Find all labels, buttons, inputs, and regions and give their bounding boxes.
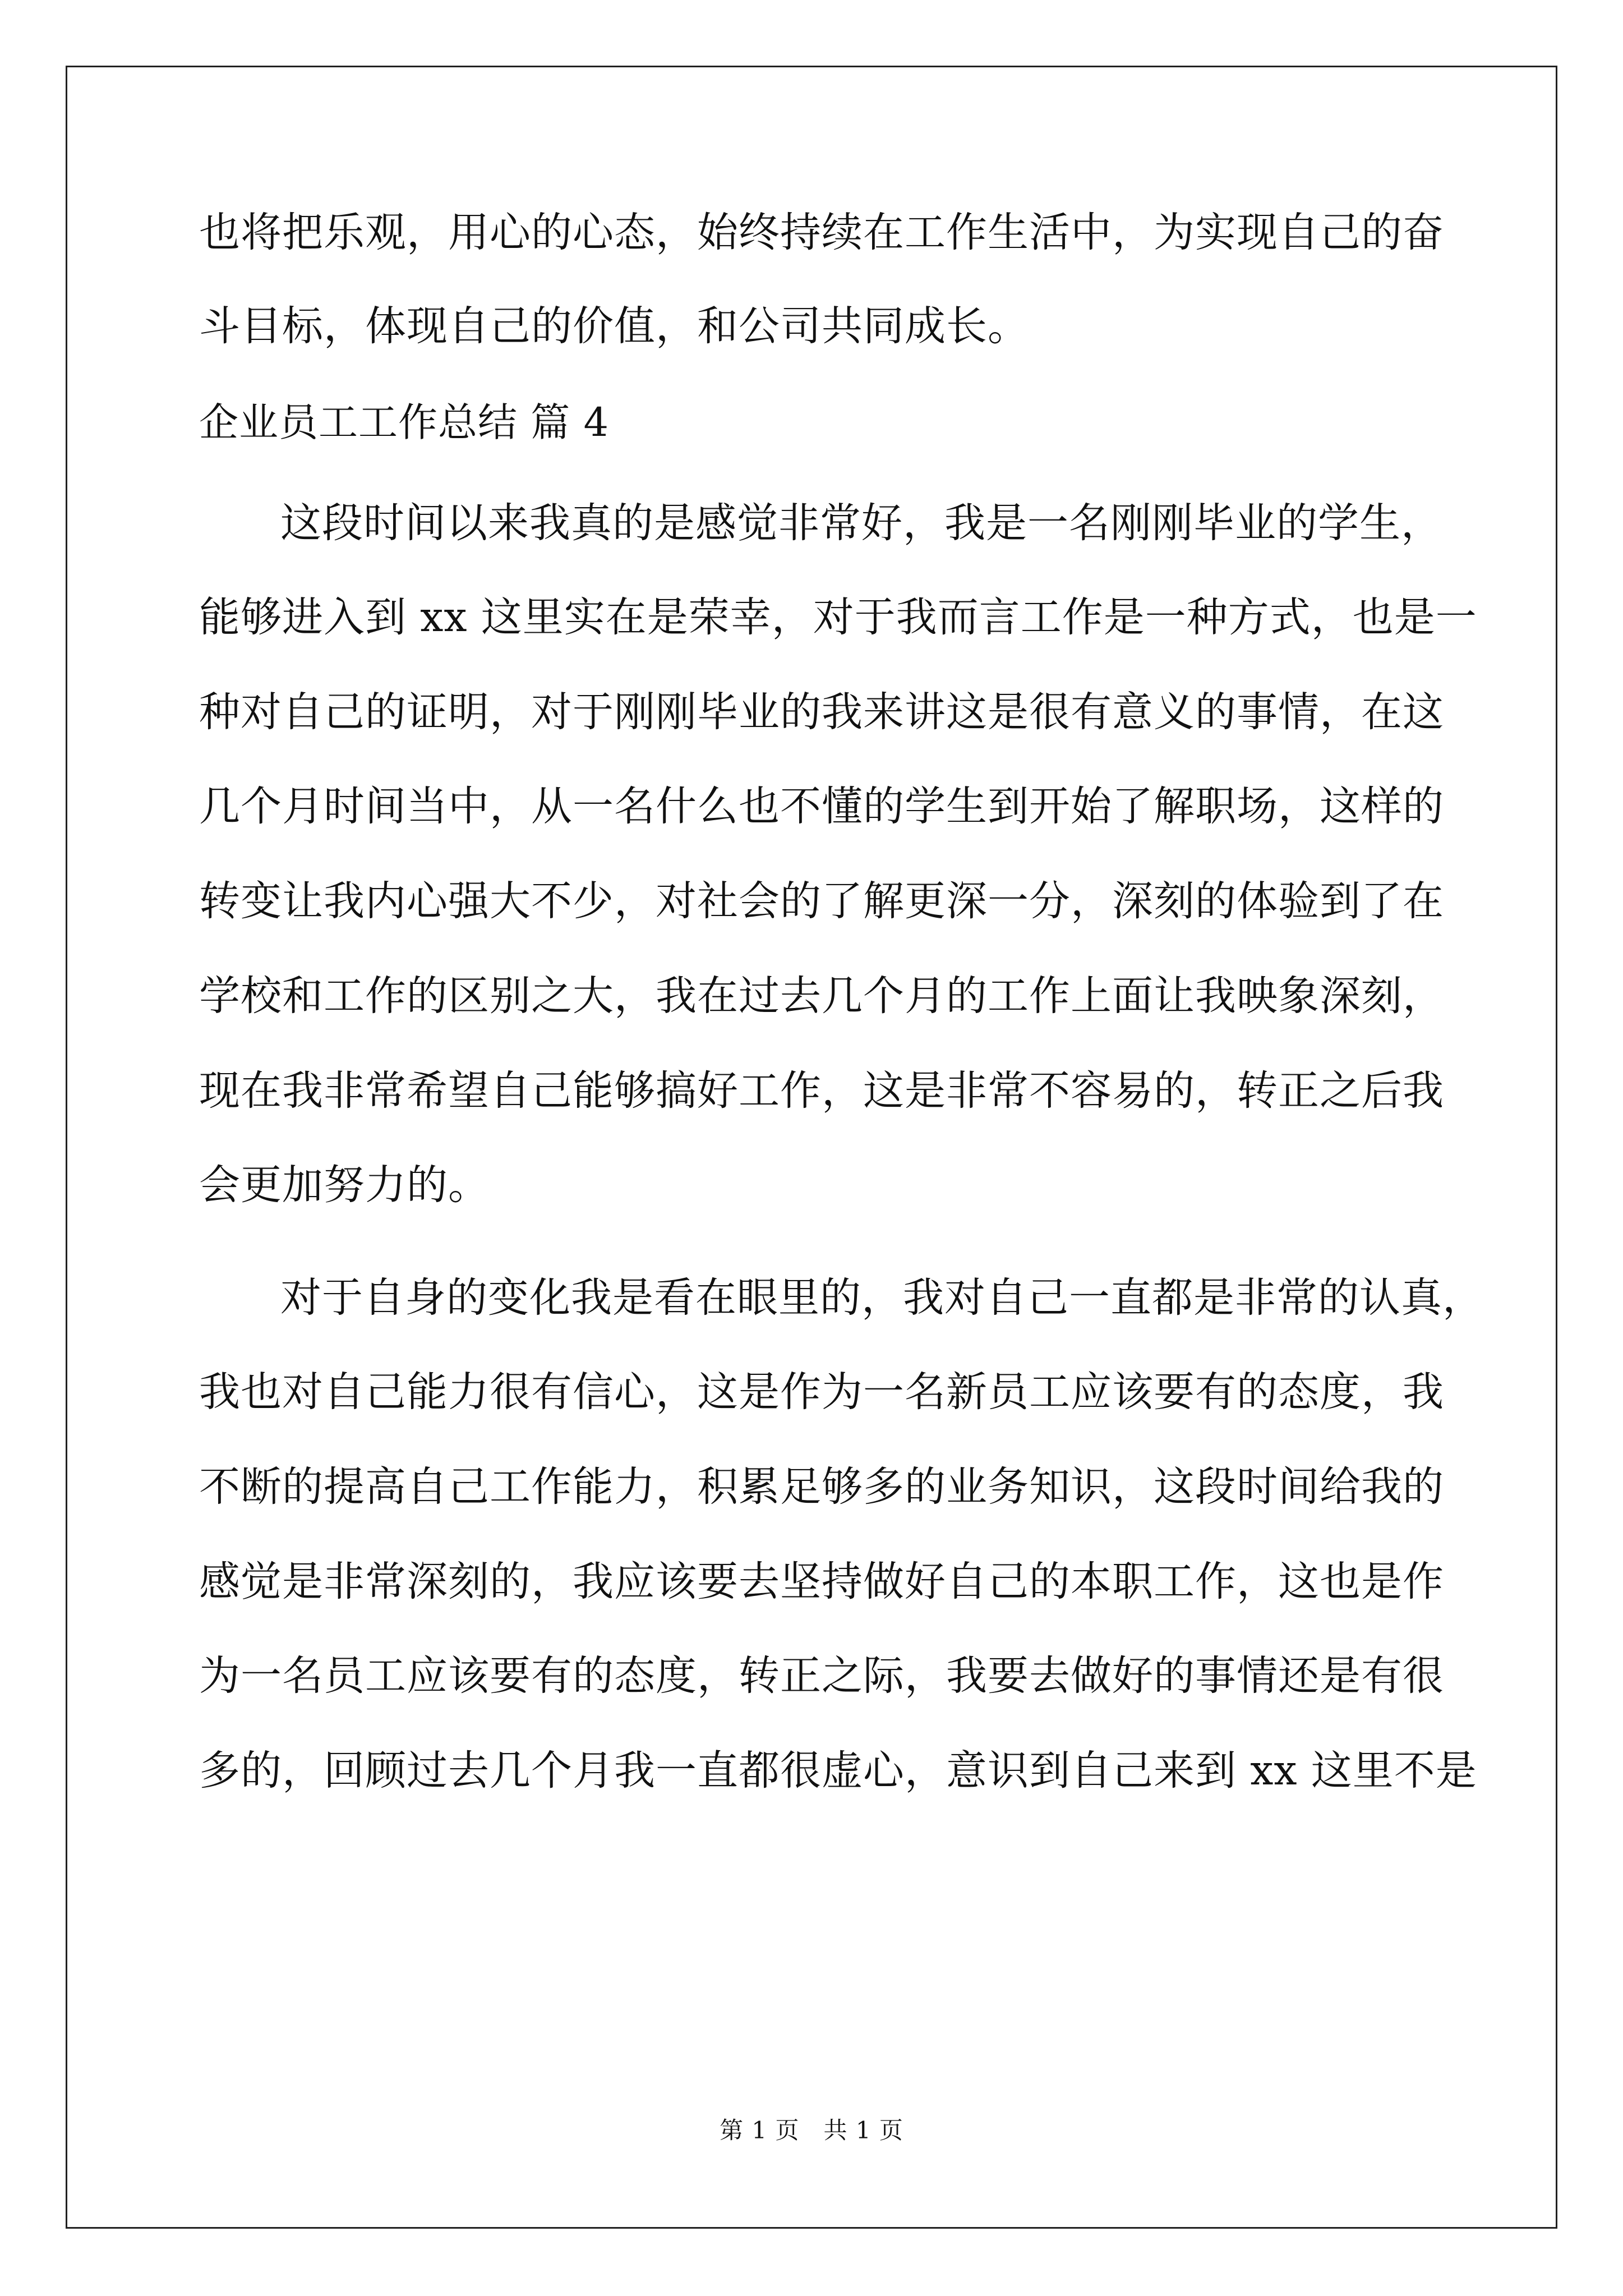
paragraph-line: 现在我非常希望自己能够搞好工作，这是非常不容易的，转正之后我: [199, 1067, 1444, 1115]
paragraph-line: 这段时间以来我真的是感觉非常好，我是一名刚刚毕业的学生，: [280, 499, 1442, 547]
paragraph-line: 能够进入到 xx 这里实在是荣幸，对于我而言工作是一种方式，也是一: [199, 593, 1477, 641]
paragraph-line: 斗目标，体现自己的价值，和公司共同成长。: [199, 302, 1029, 350]
paragraph-line: 为一名员工应该要有的态度，转正之际，我要去做好的事情还是有很: [199, 1652, 1444, 1700]
paragraph-line: 种对自己的证明，对于刚刚毕业的我来讲这是很有意义的事情，在这: [199, 688, 1444, 736]
paragraph-line: 几个月时间当中，从一名什么也不懂的学生到开始了解职场，这样的: [199, 783, 1444, 830]
paragraph-line: 我也对自己能力很有信心，这是作为一名新员工应该要有的态度，我: [199, 1368, 1444, 1416]
paragraph-line: 感觉是非常深刻的，我应该要去坚持做好自己的本职工作，这也是作: [199, 1558, 1444, 1605]
paragraph-line: 转变让我内心强大不少，对社会的了解更深一分，深刻的体验到了在: [199, 877, 1444, 925]
paragraph-line: 也将把乐观，用心的心态，始终持续在工作生活中，为实现自己的奋: [199, 209, 1444, 256]
page-number: 第 1 页 共 1 页: [720, 2116, 903, 2144]
paragraph-line: 不断的提高自己工作能力，积累足够多的业务知识，这段时间给我的: [199, 1463, 1444, 1511]
page-border: [66, 66, 1557, 2229]
paragraph-line: 会更加努力的。: [199, 1161, 490, 1209]
paragraph-line: 对于自身的变化我是看在眼里的，我对自己一直都是非常的认真，: [280, 1274, 1484, 1322]
paragraph-line: 学校和工作的区别之大，我在过去几个月的工作上面让我映象深刻，: [199, 972, 1444, 1020]
paragraph-line: 多的，回顾过去几个月我一直都很虚心，意识到自己来到 xx 这里不是: [199, 1747, 1477, 1795]
section-heading: 企业员工工作总结 篇 4: [199, 399, 610, 445]
